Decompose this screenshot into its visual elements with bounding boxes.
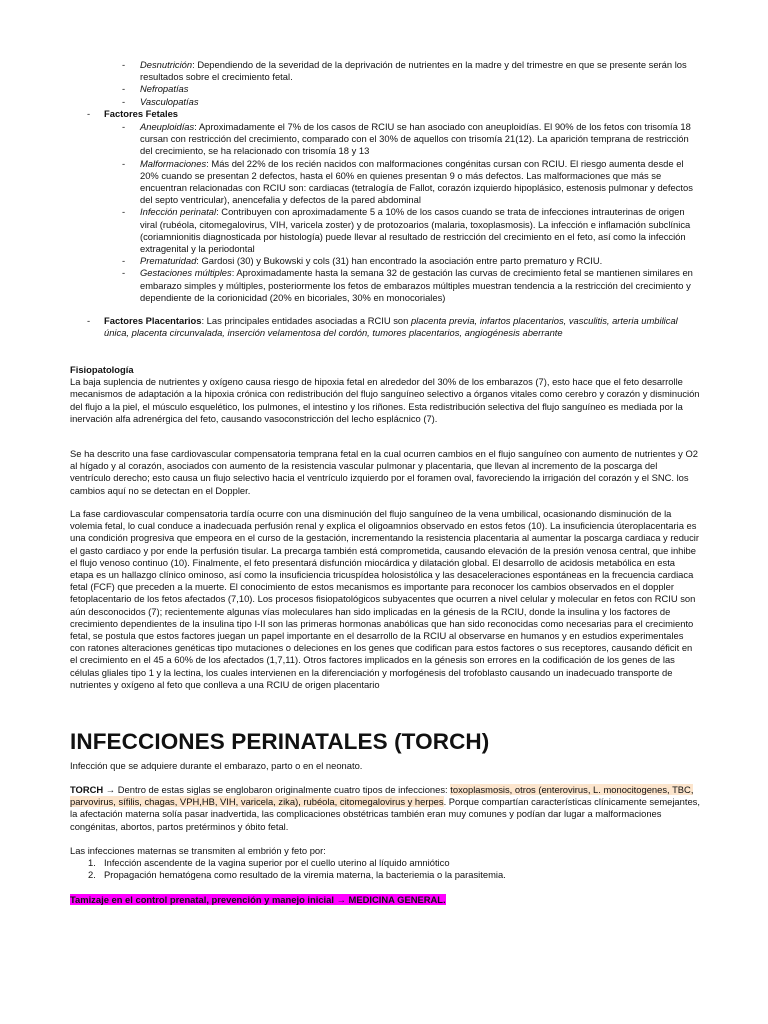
factores-fetales-sublist bbox=[140, 121, 700, 304]
list-item: - Desnutrición: Dependiendo de la severidad de la deprivación de nutrientes en la madre y del trimestre en que se presente serán los resultados sobre el crecimiento fetal. bbox=[140, 59, 700, 83]
list-item: - Nefropatías bbox=[140, 83, 700, 95]
transmission-list bbox=[70, 857, 700, 881]
section-title: Fisiopatología bbox=[70, 364, 134, 375]
torch-heading: INFECCIONES PERINATALES (TORCH) bbox=[70, 729, 490, 754]
paragraph: Se ha descrito una fase cardiovascular compensatoria temprana fetal en la cual ocurren cambios en el flujo sanguíneo con aumento de nutrientes y O2 al hígado y al corazón, asociados con aumento de la resistencia vascular pulmonar y placentaria, que llevan al incremento de la poscarga del ventrículo derecho; esto causa un flujo selectivo hacia el ventrículo izquierdo por el foramen oval, favoreciendo la irrigación del corazón y el SNC. los cambios aquí no se detectan en el Doppler. bbox=[70, 448, 698, 496]
list-item: 2. Propagación hematógena como resultado de la viremia materna, la bacteriemia o la parasitemia. bbox=[88, 869, 506, 881]
list-item: - Malformaciones: Más del 22% de los recién nacidos con malformaciones congénitas cursan con RCIU. El riesgo aumenta desde el 20% cuando se presentan 2 defectos, hasta el 60% en quienes presentan 9 o más defectos. Las malformaciones que más se encuentran relacionadas con RCIU son: cardiacas (tetralogía de Fallot, corazón izquierdo hipoplásico, estenosis pulmonar y defectos del septo ventricular), anencefalia y defectos de la pared abdominal bbox=[140, 158, 700, 207]
highlighted-infections: toxoplasmosis, otros (enterovirus, L. monocitogenes, TBC, parvovirus, sífilis, chagas, VPH,HB, VIH, varicela, zika), rubéola, citomegalovirus y herpes bbox=[70, 784, 694, 808]
torch-paragraph: TORCH → Dentro de estas siglas se englobaron originalmente cuatro tipos de infecciones: toxoplasmosis, otros (enterovirus, L. monocitogenes, TBC, parvovirus, sífilis, chagas, VPH,HB, VIH, varicela, zika), rubéola, citomegalovirus y herpes. Porque compartían características clínicamente semejantes, la afectación materna solía pasar inadvertida, las complicaciones obstétricas también eran muy comunes y podían dar lugar a malformaciones congénitas, abortos, partos pretérminos y óbito fetal. bbox=[70, 784, 700, 832]
list-item: - Prematuridad: Gardosi (30) y Bukowski y cols (31) han encontrado la asociación entre parto prematuro y RCIU. bbox=[140, 255, 700, 267]
arrow-icon: → bbox=[103, 784, 118, 795]
factores-fetales-section bbox=[104, 108, 704, 120]
list-item: 1. Infección ascendente de la vagina superior por el cuello uterino al líquido amniótico bbox=[88, 857, 450, 869]
paragraph: La fase cardiovascular compensatoria tardía ocurre con una disminución del flujo sanguíneo de la vena umbilical, ocasionando disminución de la volemia fetal, lo cual conduce a inadecuada perfusión renal y explica el oligoamnios observado en estos fetos (10). La insuficiencia úteroplacentaria es una condición progresiva que empeora en el curso de la gestación, incrementando la resistencia placentaria al aumentar la poscarga cardiaca y reducir el gasto cardiaco y por ende la perfusión tisular. La precarga también está comprometida, causando elevación de la presión venosa central, que inhibe el flujo venoso continuo (10). Finalmente, el feto presentará disfunción miocárdica y dilatación global. El desarrollo de acidosis metabólica en esta etapa es un hallazgo clínico ominoso, así como la insuficiencia tricuspídea holosistólica y las desaceleraciones espontáneas en la frecuencia cardiaca fetal (FCF) que preceden a la muerte. El conocimiento de estos mecanismos es importante para reconocer los cambios observados en el doppler fetoplacentario de los fetos afectados (7,10). Los procesos fisiopatológicos subyacentes que ocurren a nivel celular y molecular en fetos con RCIU son aún desconocidos (7); recientemente algunas vías moleculares han sido implicadas en la génesis de la RCIU, donde la insulina y los factores de crecimiento dependientes de la insulina tipo I-II son las primeras hormonas anabólicas que han sido reconocidas como necesarias para el crecimiento fetal, se postula que estos factores juegan un papel importante en el desarrollo de la RCIU al observarse en humanos y en estudios experimentales con ratones alteraciones genéticas tipo mutaciones o deleciones en los genes que codifican para estos factores o sus receptores, causando déficit en el crecimiento en el 45 a 60% de los afectados (1,7,11). Otros factores implicados en la génesis son errores en la codificación de los genes de las células gliales tipo 1 y la lectina, los cuales intervienen en la diferenciación y morfogénesis del trofoblasto causando un inadecuado transporte de nutrientes y oxígeno al feto que conlleva a una RCIU de origen placentario bbox=[70, 508, 700, 690]
transmission-section: Las infecciones maternas se transmiten al embrión y feto por: 1. Infección ascendente de la vagina superior por el cuello uterino al líquido amniótico 2. Propagación hematógena como resultado de la viremia materna, la bacteriemia o la parasitemia. bbox=[70, 845, 700, 882]
torch-label: TORCH bbox=[70, 784, 104, 795]
list-item: - Factores Placentarios: Las principales entidades asociadas a RCIU son placenta previa, infartos placentarios, vasculitis, arteria umbilical única, placenta circunvalada, inserción velamentosa del cordón, tumores placentarios, angiogénesis aberrante bbox=[104, 315, 704, 339]
list-item: - Factores Fetales bbox=[104, 108, 704, 120]
list-item: - Gestaciones múltiples: Aproximadamente hasta la semana 32 de gestación las curvas de crecimiento fetal se mantienen similares en embarazo simples y múltiples, posteriormente los fetos de embarazos múltiples muestran tendencia a la restricción del crecimiento y dependiente de la corionicidad (20% en bicoriales, 30% en monocoriales) bbox=[140, 267, 700, 304]
list-item: - Vasculopatías bbox=[140, 96, 700, 108]
factores-placentarios-section bbox=[104, 315, 704, 339]
fisiopatologia-section bbox=[70, 364, 700, 425]
maternal-factors-sublist bbox=[140, 59, 700, 108]
tamizaje-note: Tamizaje en el control prenatal, prevención y manejo inicial → MEDICINA GENERAL. bbox=[70, 894, 446, 905]
paragraph: La baja suplencia de nutrientes y oxígeno causa riesgo de hipoxia fetal en alrededor del 30% de los embarazos (7), esto hace que el feto desarrolle mecanismos de adaptación a la hipoxia crónica con redistribución del flujo sanguíneo selectivo a órganos vitales como cerebro y corazón y disminución del flujo a la piel, el músculo esquelético, los pulmones, el intestino y los riñones. Esta redistribución selectiva del flujo sanguíneo es mediada por la inervación alfa adrenérgica del feto, causando vasoconstricción del lecho esplácnico (7). bbox=[70, 376, 700, 424]
torch-intro: Infección que se adquiere durante el embarazo, parto o en el neonato. bbox=[70, 760, 363, 771]
list-item: - Infección perinatal: Contribuyen con aproximadamente 5 a 10% de los casos cuando se trata de infecciones intrauterinas de origen viral (rubéola, citomegalovirus, VIH, varicela zoster) y de protozoarios (malaria, toxoplasmosis). La infección e inflamación subclínica (coriamnionitis diagnosticada por histología) puede llevar al resultado de restricción del crecimiento en el feto, así como la infección extragenital y la periodontal bbox=[140, 206, 700, 255]
list-item: - Aneuploidías: Aproximadamente el 7% de los casos de RCIU se han asociado con aneuploidías. El 90% de los fetos con trisomía 18 cursan con restricción del crecimiento, comparado con el 30% de aquellos con trisomía 21(12). La aparición temprana de restricción del crecimiento, se ha relacionado con trisomía 18 y 13 bbox=[140, 121, 700, 158]
